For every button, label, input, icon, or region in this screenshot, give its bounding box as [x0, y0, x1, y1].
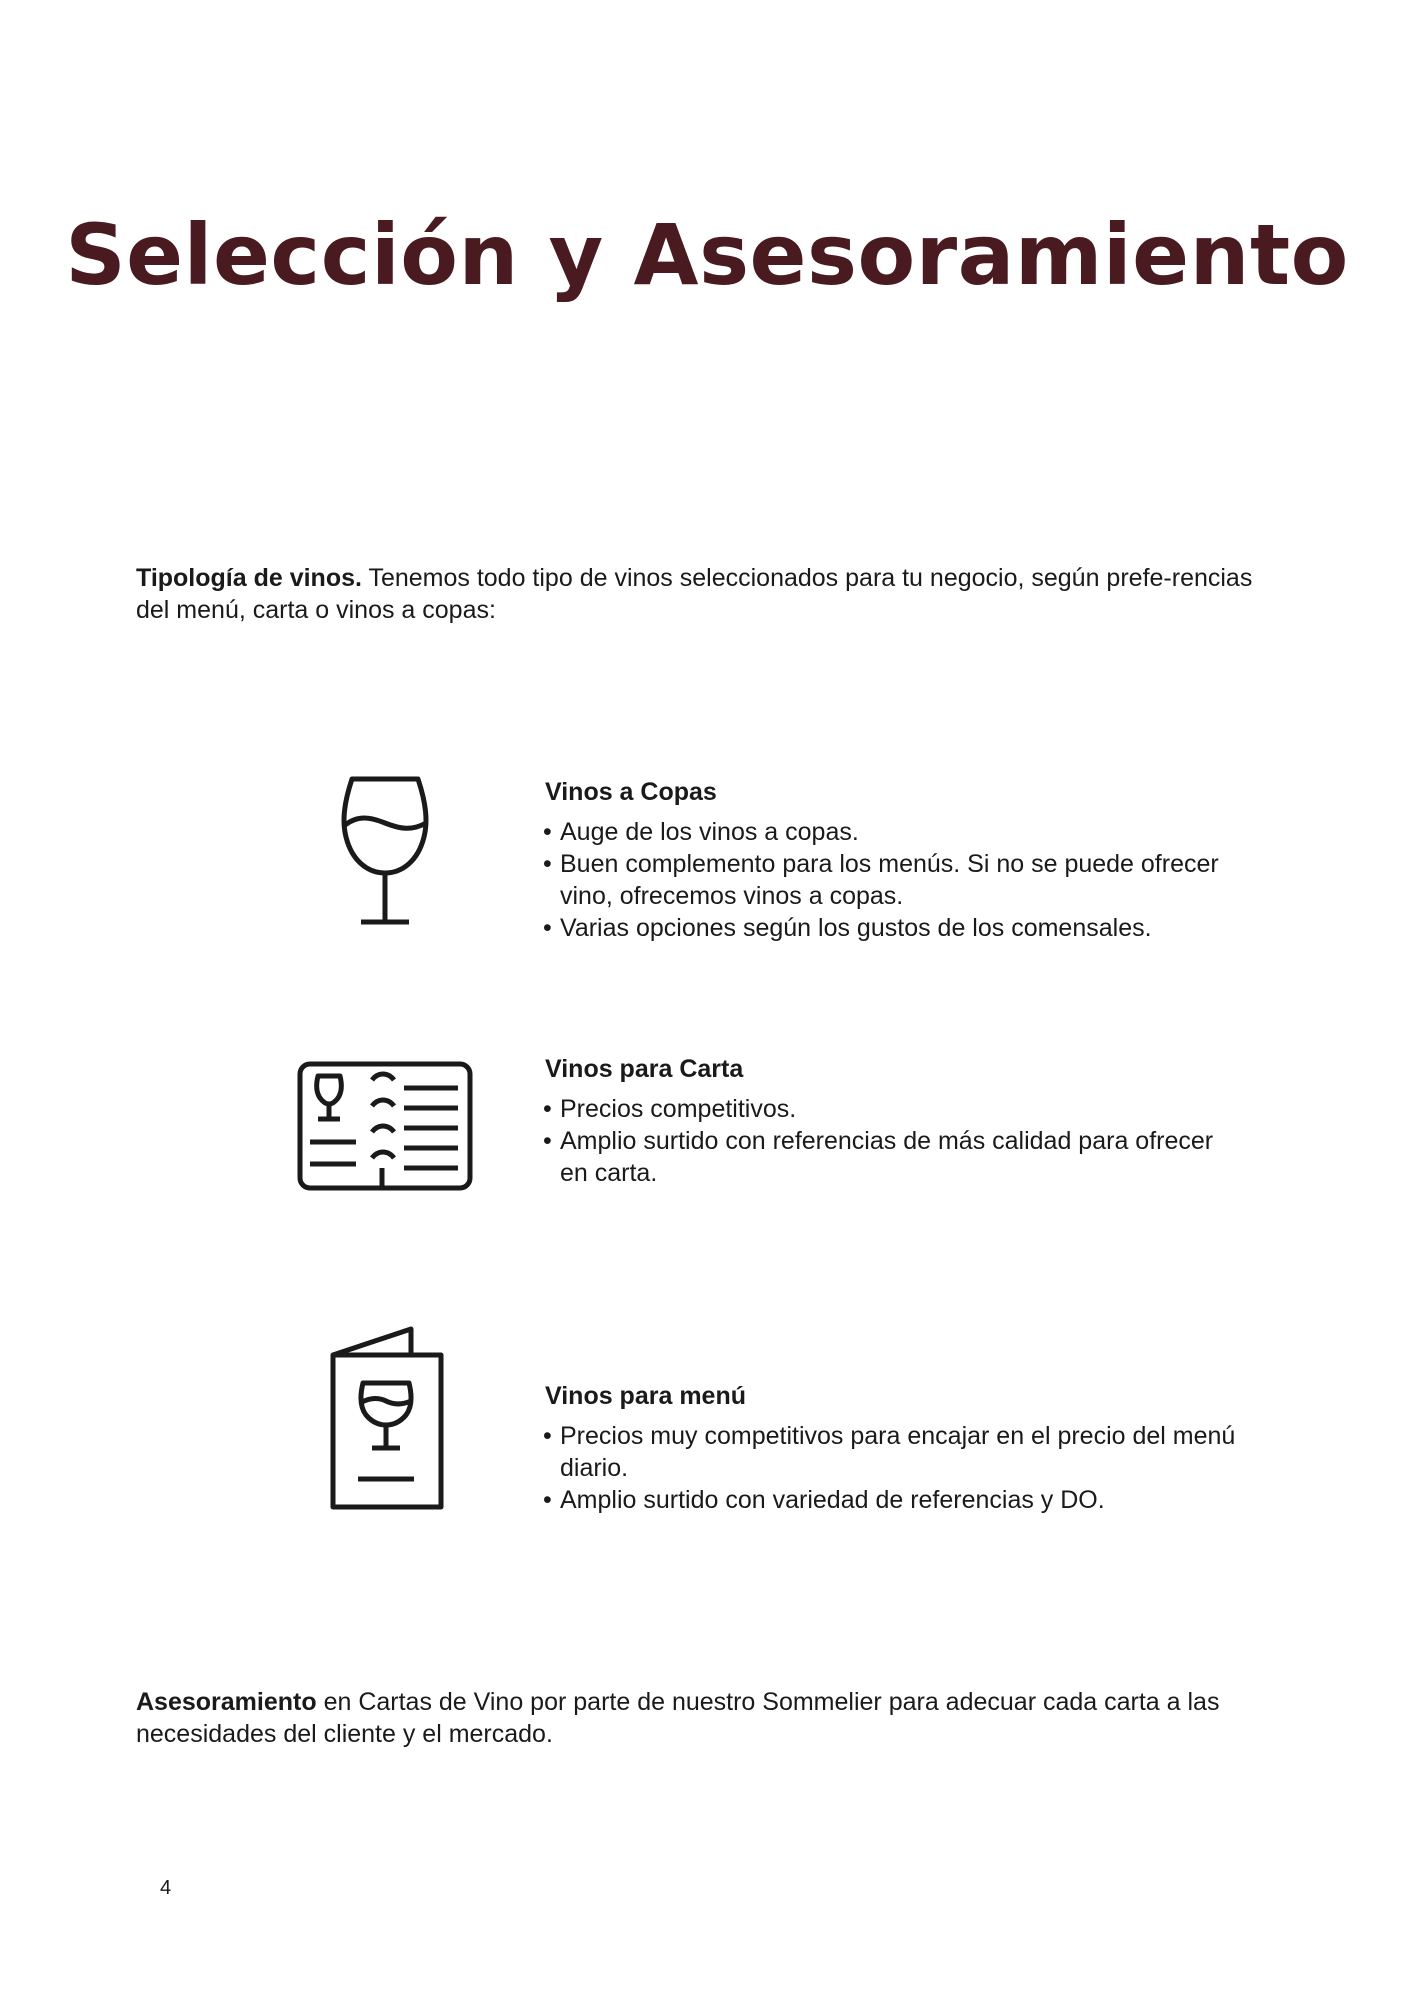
intro-paragraph	[136, 562, 1276, 626]
list-item: • Varias opciones según los gustos de los comensales.	[545, 912, 1245, 944]
list-item: • Amplio surtido con referencias de más calidad para ofrecer en carta.	[545, 1125, 1245, 1189]
list-item: • Precios competitivos.	[545, 1093, 1245, 1125]
page-title: Selección y Asesoramiento	[65, 206, 1349, 304]
bullet-list	[545, 816, 1245, 944]
advisory-paragraph	[136, 1686, 1276, 1750]
intro-text: Tenemos todo tipo de vinos seleccionados para tu negocio, según prefe-rencias del menú, carta o vinos a copas:	[136, 564, 1253, 624]
list-item: • Precios muy competitivos para encajar en el precio del menú diario.	[545, 1420, 1245, 1484]
list-item: • Amplio surtido con variedad de referencias y DO.	[545, 1484, 1245, 1516]
list-item: • Auge de los vinos a copas.	[545, 816, 1245, 848]
intro-bold-lead: Tipología de vinos.	[136, 564, 362, 592]
list-item: • Buen complemento para los menús. Si no se puede ofrecer vino, ofrecemos vinos a copas.	[545, 848, 1245, 912]
wine-glass-icon	[340, 775, 430, 927]
section-title: Vinos para menú	[545, 1382, 746, 1410]
bullet-list	[545, 1420, 1245, 1516]
advisory-text: en Cartas de Vino por parte de nuestro Sommelier para adecuar cada carta a las necesidades del cliente y el mercado.	[136, 1688, 1220, 1748]
menu-card-icon	[328, 1325, 444, 1511]
section-title: Vinos para Carta	[545, 1055, 744, 1083]
wine-list-book-icon	[296, 1060, 474, 1192]
page-number: 4	[160, 1877, 172, 1899]
section-title: Vinos a Copas	[545, 778, 717, 806]
bullet-list	[545, 1093, 1245, 1189]
advisory-bold-lead: Asesoramiento	[136, 1688, 317, 1716]
